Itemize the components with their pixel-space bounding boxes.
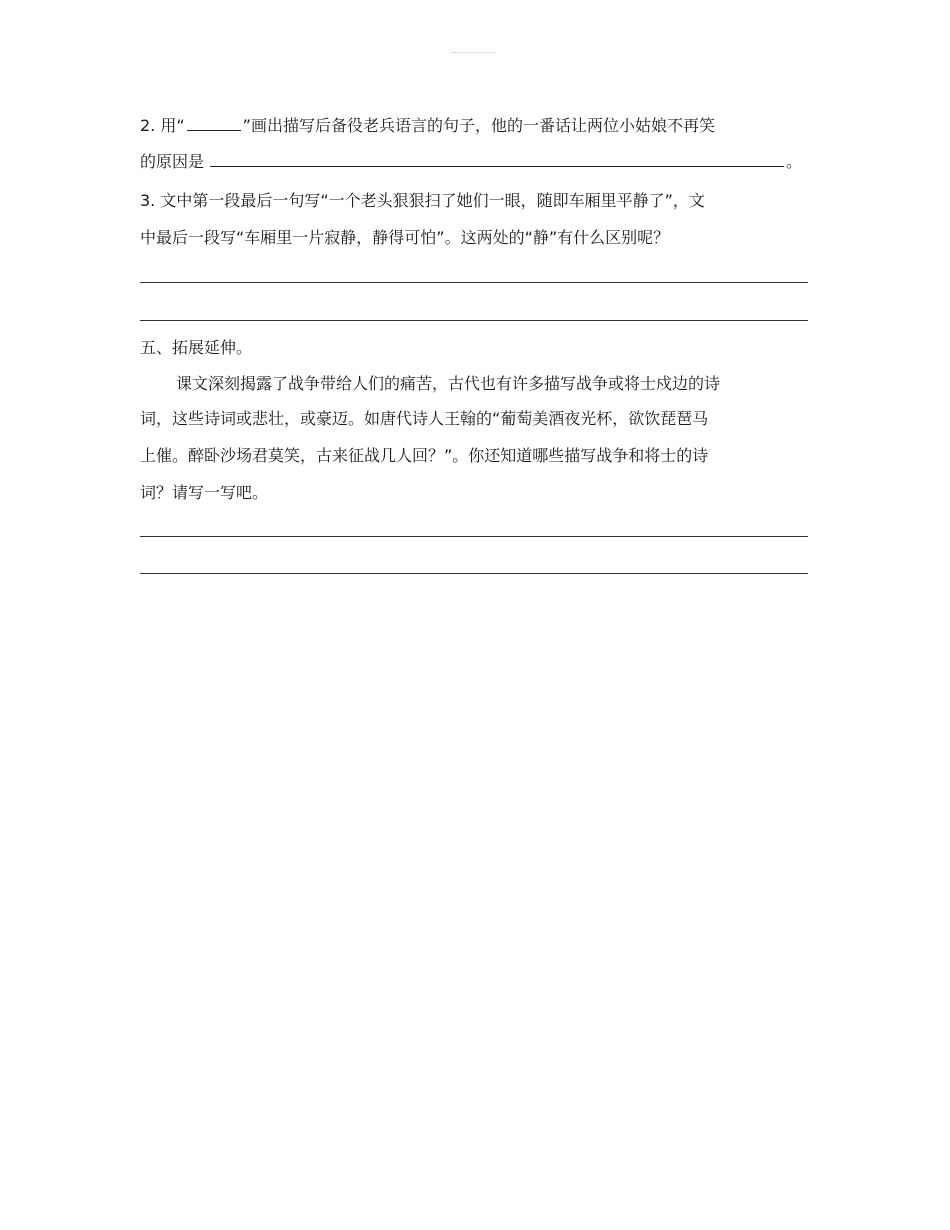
question-2-quote-blank[interactable] <box>187 116 241 131</box>
section-5-answer-line-1[interactable] <box>140 536 808 537</box>
question-2-period: 。 <box>786 152 803 171</box>
question-2-line-1 <box>140 116 715 136</box>
question-3-answer-line-1[interactable] <box>140 282 808 283</box>
section-5-paragraph-line-4: 词？请写一写吧。 <box>140 483 269 502</box>
section-5-answer-line-2[interactable] <box>140 573 808 574</box>
question-3-answer-line-2[interactable] <box>140 320 808 321</box>
question-2-reason-blank[interactable] <box>210 152 784 167</box>
section-5-paragraph-line-1: 课文深刻揭露了战争带给人们的痛苦，古代也有许多描写战争或将士戍边的诗 <box>176 374 721 393</box>
section-5-paragraph-line-2: 词，这些诗词或悲壮，或豪迈。如唐代诗人王翰的“葡萄美酒夜光杯，欲饮琵琶马 <box>140 409 709 428</box>
question-3-line-2: 中最后一段写“车厢里一片寂静，静得可怕”。这两处的“静”有什么区别呢？ <box>140 228 670 247</box>
section-5-heading: 五、拓展延伸。 <box>140 338 253 357</box>
question-2-text: ”画出描写后备役老兵语言的句子，他的一番话让两位小姑娘不再笑 <box>242 116 715 135</box>
question-3-line-1: 3. 文中第一段最后一句写“一个老头狠狠扫了她们一眼，随即车厢里平静了”，文 <box>140 191 705 210</box>
header-divider <box>452 52 496 54</box>
section-5-paragraph-line-3: 上催。醉卧沙场君莫笑，古来征战几人回？”。你还知道哪些描写战争和将士的诗 <box>140 446 709 465</box>
question-2-reason-label: 的原因是 <box>140 152 205 171</box>
question-2-line-2 <box>140 152 802 172</box>
question-2-prefix: 2. 用“ <box>140 116 185 135</box>
